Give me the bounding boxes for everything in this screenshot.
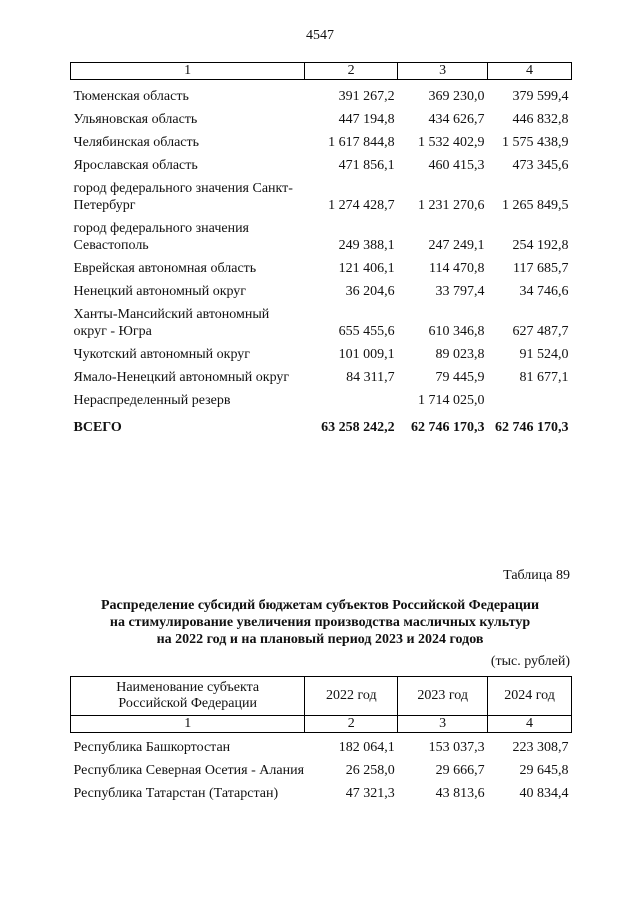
header-line: Российской Федерации [118, 696, 257, 711]
value-2024: 29 645,8 [519, 763, 569, 778]
value-2023: 460 415,3 [428, 157, 485, 173]
value-2022: 249 388,1 [338, 237, 395, 253]
region-name: Челябинская область [73, 134, 199, 150]
table-row [71, 283, 572, 306]
total-row [71, 415, 572, 436]
value-2022: 26 258,0 [345, 763, 395, 778]
value-2022: 1 617 844,8 [328, 134, 395, 150]
table-header-numbers [71, 63, 572, 80]
value-2023: 89 023,8 [435, 346, 485, 362]
value-2023: 1 714 025,0 [418, 392, 485, 408]
header-line: Наименование субъекта [116, 680, 260, 695]
header-cell: 3 [398, 63, 488, 80]
region-name: Ульяновская область [73, 111, 198, 127]
oilseed-subsidy-table [70, 676, 572, 808]
table-row [71, 392, 572, 415]
region-name: Республика Северная Осетия - Алания [73, 763, 305, 778]
table-row [71, 785, 572, 808]
value-2024: 254 192,8 [512, 237, 569, 253]
region-name: город федерального значения Севастополь [73, 220, 249, 253]
header-cell: 1 [71, 63, 305, 80]
value-2023: 434 626,7 [428, 111, 485, 127]
header-cell: 3 [398, 716, 488, 733]
table-row [71, 733, 572, 763]
value-2024: 40 834,4 [519, 786, 569, 801]
region-name: Ямало-Ненецкий автономный округ [73, 369, 290, 385]
page-number: 4547 [306, 28, 334, 43]
value-2024: 223 308,7 [512, 740, 569, 755]
table-row [71, 220, 572, 260]
region-name: Республика Башкортостан [73, 740, 231, 755]
value-2023: 153 037,3 [428, 740, 485, 755]
region-name: Тюменская область [73, 88, 189, 104]
value-2023: 1 231 270,6 [418, 197, 485, 213]
region-name: Ярославская область [73, 157, 198, 173]
header-cell: 2 [305, 716, 398, 733]
table-header-numbers [71, 716, 572, 733]
table-row [71, 369, 572, 392]
value-2022 [305, 392, 398, 415]
value-2022: 655 455,6 [338, 323, 395, 339]
value-2023: 114 470,8 [429, 260, 485, 276]
value-2023: 1 532 402,9 [418, 134, 485, 150]
value-2022: 447 194,8 [338, 111, 395, 127]
column-header-2022: 2022 год [305, 677, 398, 716]
value-2024: 1 575 438,9 [502, 134, 569, 150]
total-2024: 62 746 170,3 [495, 419, 569, 435]
value-2022: 182 064,1 [338, 740, 395, 755]
header-cell: 2 [305, 63, 398, 80]
value-2023: 369 230,0 [428, 88, 485, 104]
column-header-2023: 2023 год [398, 677, 488, 716]
table-title [60, 597, 580, 648]
header-cell: 4 [488, 716, 572, 733]
header-cell: 4 [488, 63, 572, 80]
column-header-2024: 2024 год [488, 677, 572, 716]
value-2024: 446 832,8 [512, 111, 569, 127]
unit-label: (тыс. рублей) [490, 654, 570, 669]
region-name: Чукотский автономный округ [73, 346, 251, 362]
value-2024: 81 677,1 [519, 369, 569, 385]
table-caption: Таблица 89 [503, 568, 570, 583]
value-2024: 1 265 849,5 [502, 197, 569, 213]
value-2022: 36 204,6 [345, 283, 395, 299]
value-2024 [488, 392, 572, 415]
total-2023: 62 746 170,3 [411, 419, 485, 435]
region-name: Нераспределенный резерв [73, 392, 231, 408]
value-2022: 471 856,1 [338, 157, 395, 173]
table-row [71, 88, 572, 111]
total-label: ВСЕГО [73, 419, 122, 435]
value-2022: 391 267,2 [338, 88, 395, 104]
table-row [71, 157, 572, 180]
table-row [71, 134, 572, 157]
table-row [71, 306, 572, 346]
value-2024: 473 345,6 [512, 157, 569, 173]
value-2023: 610 346,8 [428, 323, 485, 339]
table-row [71, 180, 572, 220]
value-2024: 117 685,7 [513, 260, 569, 276]
value-2022: 47 321,3 [345, 786, 395, 801]
region-name: Еврейская автономная область [73, 260, 257, 276]
table-title-line: Распределение субсидий бюджетам субъектов Российской Федерации [100, 598, 540, 613]
table-row [71, 762, 572, 785]
value-2023: 79 445,9 [435, 369, 485, 385]
table-title-line: на 2022 год и на плановый период 2023 и 2024 годов [156, 632, 484, 647]
value-2023: 247 249,1 [428, 237, 485, 253]
table-column-headers [71, 677, 572, 716]
value-2022: 1 274 428,7 [328, 197, 395, 213]
value-2024: 91 524,0 [519, 346, 569, 362]
total-2022: 63 258 242,2 [321, 419, 395, 435]
table-row [71, 260, 572, 283]
value-2022: 121 406,1 [338, 260, 395, 276]
table-row [71, 346, 572, 369]
value-2022: 84 311,7 [346, 369, 395, 385]
value-2023: 33 797,4 [435, 283, 485, 299]
region-name: Ненецкий автономный округ [73, 283, 247, 299]
value-2023: 43 813,6 [435, 786, 485, 801]
table-row [71, 111, 572, 134]
table-title-line: на стимулирование увеличения производства масличных культур [109, 615, 531, 630]
header-cell: 1 [71, 716, 305, 733]
region-name: Ханты-Мансийский автономный округ - Югра [73, 306, 270, 339]
region-name: город федерального значения Санкт-Петербург [73, 180, 293, 213]
value-2024: 379 599,4 [512, 88, 569, 104]
column-header-name [71, 677, 305, 716]
value-2024: 627 487,7 [512, 323, 569, 339]
subsidy-table-continued [70, 62, 572, 436]
region-name: Республика Татарстан (Татарстан) [73, 786, 279, 801]
value-2024: 34 746,6 [519, 283, 569, 299]
value-2022: 101 009,1 [338, 346, 395, 362]
value-2023: 29 666,7 [435, 763, 485, 778]
